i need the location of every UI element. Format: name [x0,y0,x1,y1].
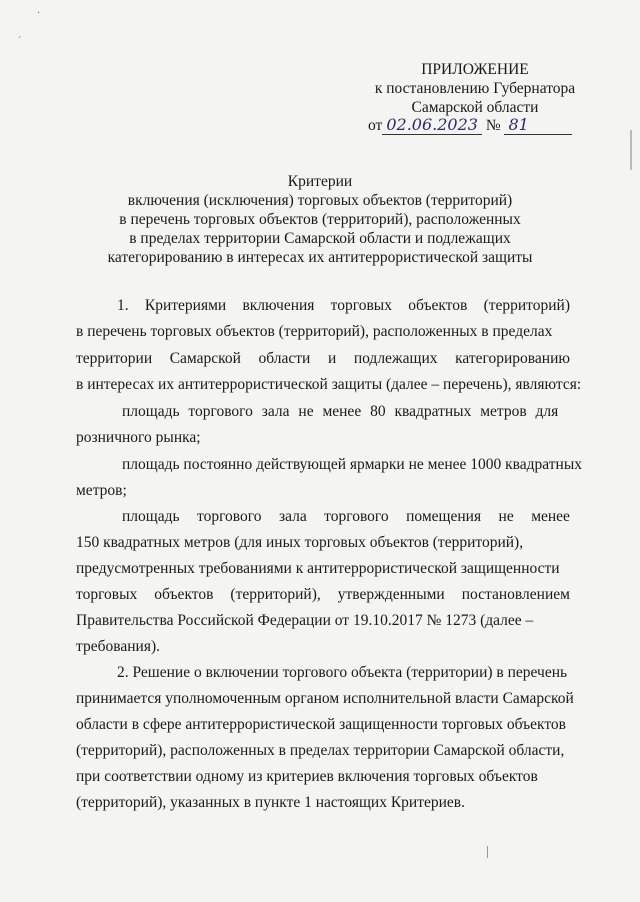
criterion-line: предусмотренных требованиями к антитеррористической защищенности [76,560,560,577]
criterion-line: метров; [76,482,127,499]
title-line: категорированию в интересах их антитеррористической защиты [107,249,533,266]
date-line [368,115,572,135]
criterion-line: площадь торгового зала не менее 80 квадратных метров для [122,403,559,420]
criterion-line: торговых объектов (территорий), утвержденными постановлением [76,586,570,603]
appendix-title: ПРИЛОЖЕНИЕ [421,61,529,78]
title-line: Критерии [287,173,353,190]
paragraph-line: при соответствии одному из критериев включения торговых объектов [76,768,538,785]
handwritten-date: 02.06.2023 [382,115,482,135]
paragraph-line: в перечень торговых объектов (территорий), расположенных в пределах [76,323,553,340]
scan-mark: ˊ [18,36,22,47]
scan-artifact [630,130,632,170]
paragraph-line: (территорий), расположенных в пределах территории Самарской области, [76,742,565,759]
criterion-line: требования). [76,638,160,655]
number-label: № [485,117,501,134]
date-prefix: от [368,117,383,134]
document-title [60,172,580,267]
handwritten-number: 81 [504,115,572,135]
criterion-line: площадь постоянно действующей ярмарки не менее 1000 квадратных [122,456,583,473]
title-line: в перечень торговых объектов (территорий), расположенных [119,211,521,228]
paragraph-line: области в сфере антитеррористической защищенности торговых объектов [76,716,566,733]
paragraph-line: принимается уполномоченным органом исполнительной власти Самарской [76,690,574,707]
criterion-line: розничного рынка; [76,429,201,446]
scan-artifact [487,846,488,858]
criterion-line: Правительства Российской Федерации от 19.10.2017 № 1273 (далее – [76,612,534,629]
appendix-line: Самарской области [411,99,539,116]
criterion-line: площадь торгового зала торгового помещения не менее [122,508,570,525]
appendix-line: к постановлению Губернатора [374,80,576,97]
paragraph-line: территории Самарской области и подлежащих категорированию [76,350,570,367]
paragraph-line: 1. Критериями включения торговых объектов (территорий) [117,297,570,314]
appendix-block [360,60,590,117]
paragraph-line: 2. Решение о включении торгового объекта (территории) в перечень [117,664,568,681]
paragraph-line: в интересах их антитеррористической защиты (далее – перечень), являются: [76,376,582,393]
scan-mark: · [37,8,41,19]
title-line: в пределах территории Самарской области и подлежащих [129,230,511,247]
paragraph-line: (территорий), указанных в пункте 1 настоящих Критериев. [76,794,465,811]
criterion-line: 150 квадратных метров (для иных торговых объектов (территорий), [76,534,524,551]
title-line: включения (исключения) торговых объектов (территорий) [127,192,513,209]
